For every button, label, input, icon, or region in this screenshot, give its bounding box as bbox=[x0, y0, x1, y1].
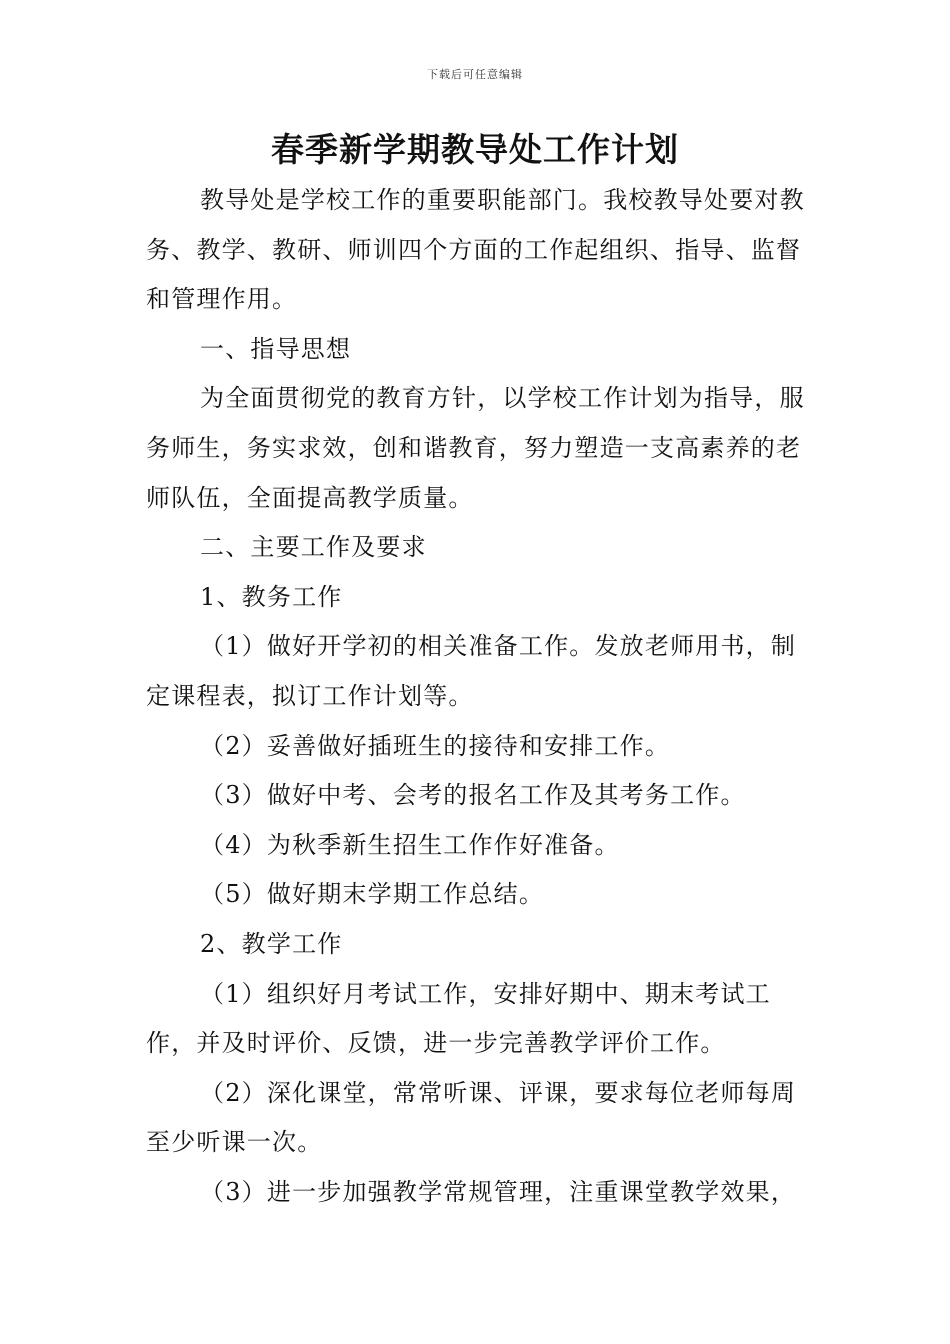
subsection-heading-academic-affairs: 1、教务工作 bbox=[200, 582, 343, 611]
document-title: 春季新学期教导处工作计划 bbox=[271, 130, 679, 169]
list-item: （1）组织好月考试工作，安排好期中、期末考试工作，并及时评价、反馈，进一步完善教学评价工作。 bbox=[146, 979, 771, 1058]
subsection-heading-teaching: 2、教学工作 bbox=[200, 929, 343, 958]
paragraph-guiding-thought: 为全面贯彻党的教育方针，以学校工作计划为指导，服务师生，务实求效，创和谐教育，努力塑造一支高素养的老师队伍，全面提高教学质量。 bbox=[146, 384, 805, 512]
list-item: （2）深化课堂，常常听课、评课，要求每位老师每周至少听课一次。 bbox=[146, 1078, 797, 1157]
section-heading-guiding-thought: 一、指导思想 bbox=[200, 334, 352, 363]
list-item: （3）进一步加强教学常规管理，注重课堂教学效果， bbox=[200, 1177, 797, 1206]
paragraph-intro: 教导处是学校工作的重要职能部门。我校教导处要对教务、教学、教研、师训四个方面的工作起组织、指导、监督和管理作用。 bbox=[146, 186, 805, 314]
list-item: （3）做好中考、会考的报名工作及其考务工作。 bbox=[200, 781, 746, 810]
list-item: （2）妥善做好插班生的接待和安排工作。 bbox=[200, 731, 671, 760]
list-item: （4）为秋季新生招生工作作好准备。 bbox=[200, 830, 620, 859]
document-body bbox=[146, 176, 814, 1217]
page-header-note: 下载后可任意编辑 bbox=[427, 68, 523, 81]
section-heading-main-work: 二、主要工作及要求 bbox=[200, 533, 427, 562]
list-item: （5）做好期末学期工作总结。 bbox=[200, 880, 545, 909]
list-item: （1）做好开学初的相关准备工作。发放老师用书，制定课程表，拟订工作计划等。 bbox=[146, 632, 797, 710]
